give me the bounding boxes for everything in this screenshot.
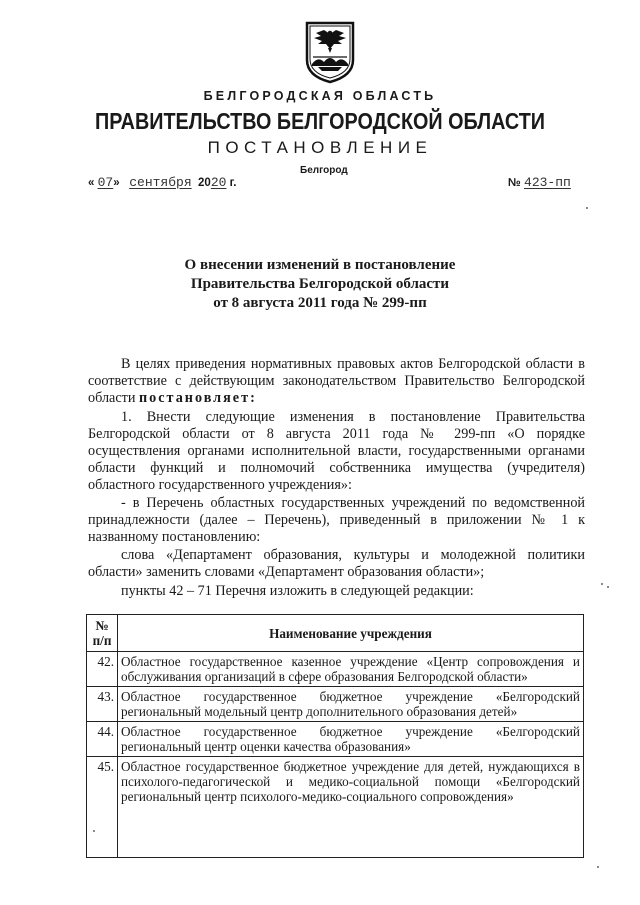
- row-name: Областное государственное бюджетное учреждение для детей, нуждающихся в психолого-педагогической и медико-социальной помощи «Белгородский региональный центр психолого-медико-социального сопровождения»: [118, 757, 584, 858]
- belgorod-coat-of-arms-icon: [304, 20, 356, 84]
- region-name: БЕЛГОРОДСКАЯ ОБЛАСТЬ: [203, 89, 437, 103]
- scan-speck: [586, 207, 588, 209]
- item-1-paragraph: 1. Внести следующие изменения в постановление Правительства Белгородской области от 8 августа 2011 года № 299-пп «О порядке осуществления органами исполнительной власти, государственными органами области функций и полномочий собственника имущества (учредителя) областного государственного учреждения»:: [88, 409, 585, 493]
- row-number: 43.: [87, 687, 118, 722]
- scan-speck: [601, 583, 603, 585]
- table-row: [87, 652, 584, 687]
- list-amendment-paragraph: - в Перечень областных государственных учреждений по ведомственной принадлежности (далее – Перечень), приведенный в приложении № 1 к названному постановлению:: [88, 495, 585, 545]
- title-line-2: Правительства Белгородской области: [190, 276, 450, 292]
- row-number: 44.: [87, 722, 118, 757]
- date-day: 07: [97, 175, 114, 190]
- city-name: Белгород: [300, 165, 348, 176]
- date-open-quote: «: [88, 177, 95, 189]
- number-sign: №: [508, 177, 521, 189]
- table-row: [87, 687, 584, 722]
- date-year-prefix: 20: [198, 177, 211, 189]
- scan-speck: [597, 866, 599, 868]
- words-replacement-paragraph: слова «Департамент образования, культуры и молодежной политики области» заменить словами «Департамент образования области»;: [88, 547, 585, 580]
- date-suffix: г.: [229, 177, 237, 189]
- decree-number: [508, 175, 571, 190]
- table-row: [87, 757, 584, 858]
- date-month: сентября: [129, 175, 192, 190]
- row-number: 45.: [87, 757, 118, 858]
- document-title: [0, 256, 640, 313]
- row-name: Областное государственное бюджетное учреждение «Белгородский региональный модельный центр дополнительного образования детей»: [118, 687, 584, 722]
- number-value: 423-пп: [524, 175, 571, 190]
- document-type: ПОСТАНОВЛЕНИЕ: [207, 138, 433, 157]
- date-close-quote: »: [113, 177, 120, 189]
- scan-speck: [607, 586, 609, 588]
- header-name: Наименование учреждения: [118, 615, 584, 652]
- preamble-text: В целях приведения нормативных правовых актов Белгородской области в соответствие с действующим законодательством Правительство Белгородской области: [88, 356, 585, 406]
- institutions-table: [86, 614, 584, 858]
- row-name: Областное государственное казенное учреждение «Центр сопровождения и обслуживания организаций в сфере образования Белгородской области»: [118, 652, 584, 687]
- points-paragraph: пункты 42 – 71 Перечня изложить в следующей редакции:: [121, 583, 474, 599]
- resolves-keyword: постановляет:: [138, 390, 257, 406]
- header-number: № п/п: [87, 615, 118, 652]
- title-line-3: от 8 августа 2011 года № 299-пп: [213, 295, 427, 311]
- scan-speck: [93, 830, 95, 832]
- row-name: Областное государственное бюджетное учреждение «Белгородский региональный центр оценки качества образования»: [118, 722, 584, 757]
- title-line-1: О внесении изменений в постановление: [184, 257, 456, 273]
- table-header-row: [87, 615, 584, 652]
- row-number: 42.: [87, 652, 118, 687]
- decree-date: [88, 175, 236, 190]
- government-name: ПРАВИТЕЛЬСТВО БЕЛГОРОДСКОЙ ОБЛАСТИ: [95, 108, 545, 134]
- date-year: 20: [210, 175, 227, 190]
- preamble-paragraph: [88, 356, 585, 407]
- table-row: [87, 722, 584, 757]
